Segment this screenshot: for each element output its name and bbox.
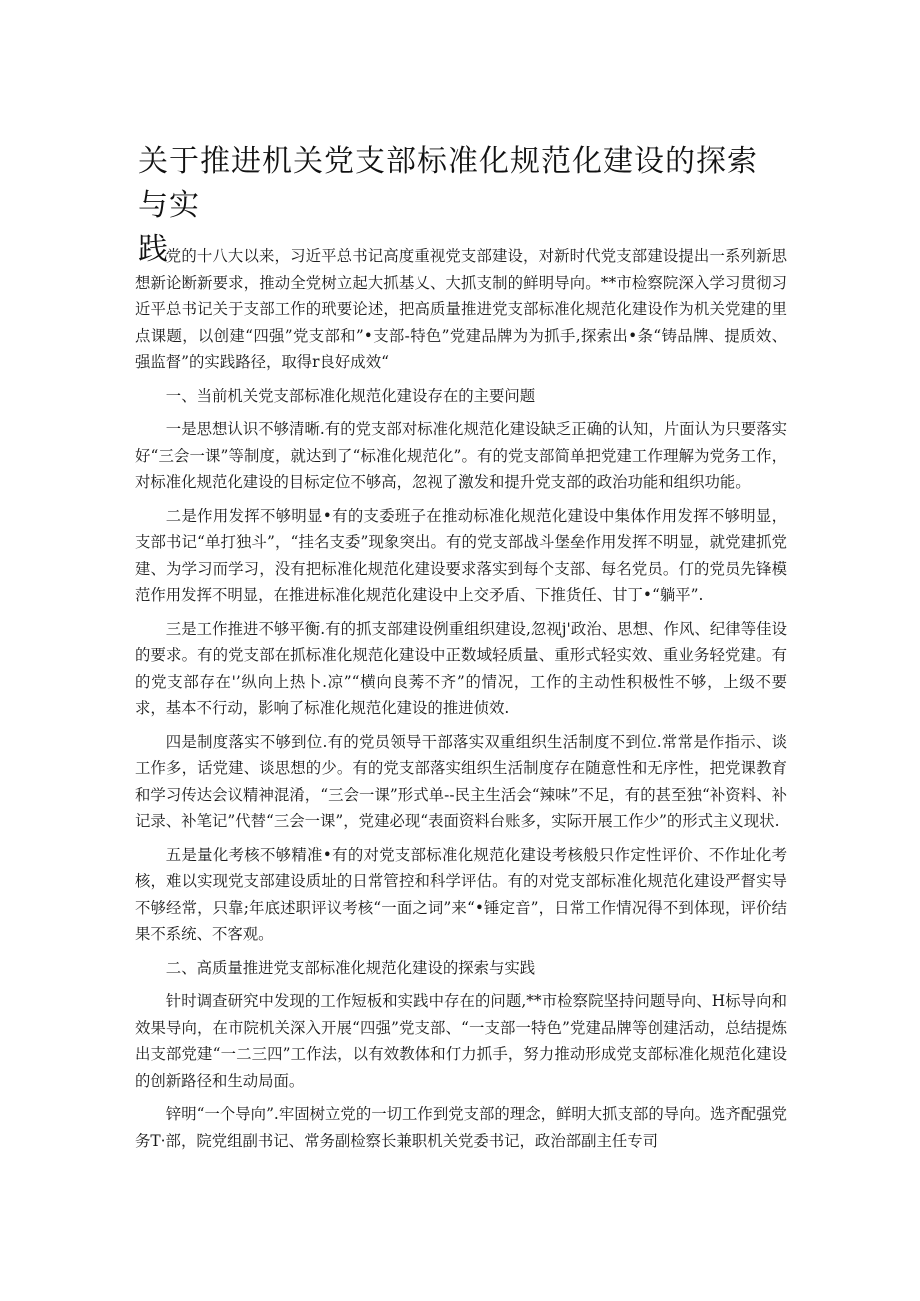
- paragraph-problem-2: 二是作用发挥不够明显•有的支委班子在推动标准化规范化建设中集体作用发挥不够明显，支部书记“单打独斗”，“挂名支委”现象突出。有的党支部战斗堡垒作用发挥不明显，就党建抓党建、为学习而学习，没有把标准化规范化建设要求落实到每个支部、每名党员。仃的党员先锋模范作用发挥不明显，在推进标准化规范化建设中上交矛盾、下推货任、甘丁•“躺平”.: [135, 506, 787, 604]
- paragraph-problem-1: 一是思想认识不够清晰.有的党支部对标准化规范化建设缺乏正确的认知，片面认为只要落实好“三会一课”等制度，就达到了“标准化规范化”。有的党支部简单把党建工作理解为党务工作，对标准化规范化建设的目标定位不够高，忽视了激发和提升党支部的政治功能和组织功能。: [135, 420, 787, 491]
- paragraph-problem-4: 四是制度落实不够到位.有的党员领导干部落实双重组织生活制度不到位.常常是作指示、谈工作多，话党建、谈思想的少。有的党支部落实组织生活制度存在随意性和无序性，把党课教育和学习传达会议精神混淆，“三会一课”形式单--民主生活会“辣味”不足，有的甚至独“补资料、补记录、补笔记”代替“三会一课”，党建必现“表面资料台账多，实际开展工作少”的形式主义现状.: [135, 732, 787, 830]
- paragraph-problem-3: 三是工作推进不够平衡.有的抓支部建设例重组织建设,忽视j'政治、思想、作风、纪律等佳设的要求。有的党支部在抓标准化规范化建设中正数域轻质量、重形式轻实效、重业务轻党建。有的党支部存在'’纵向上热卜.凉”“横向良莠不齐”的情况，工作的主动性积极性不够，上级不要求，基本不行动，影响了标准化规范化建设的推进侦效.: [135, 619, 787, 717]
- section-heading-1: 一、当前机关党支部标准化规范化建设存在的主要问题: [165, 386, 536, 405]
- title-line-2: 践: [138, 232, 169, 267]
- paragraph-practice-1: 锌明“一个导向”.牢固树立党的一切工作到党支部的理念，鲜明大抓支部的导向。选齐配强党务T·部，院党组副书记、常务副检察长兼职机关党委书记，政治部副主任专司: [135, 1105, 787, 1150]
- document-body: [135, 243, 787, 1161]
- paragraph-practice-intro: 针时调查研究中发现的工作短板和实践中存在的问题,**市检察院坚持问题导向、H标导向和效果导向，在市院机关深入开展“四强”党支部、“一支部一特色”党建品牌等创建活动，总结提炼出支部党建“一二三四”工作法，以有效教体和仃力抓手，努力推动形成党支部标准化规范化建设的创新路径和生动局面。: [135, 992, 787, 1090]
- section-heading-2: 二、高质量推进党支部标准化规范化建设的探索与实践: [165, 958, 536, 977]
- paragraph-intro: 党的十八大以来，习近平总书记高度重视党支部建设，对新时代党支部建设提出一系列新思想新论断新要求，推动全党树立起大抓基乂、大抓支制的鲜明导向。**市检察院深入学习贯彻习近平总书记关于支部工作的玳要论述，把高质量推进党支部标准化规范化建设作为机关党建的里点课题，以创建“四强”党支部和”•支部-特色”党建品牌为为抓手,探索出•条“铸品牌、提质效、强监督”的实践路径，取得r良好成效“: [135, 247, 787, 371]
- title-line-1: 关于推进机关党支部标准化规范化建设的探索与实: [138, 144, 758, 223]
- paragraph-problem-5: 五是量化考核不够精准•有的对党支部标准化规范化建设考核般只作定性评价、不作址化考核，难以实现党支部建设质址的日常管控和科学评估。有的对党支部标准化规范化建设严督实导不够经常，只靠;年底述职评议考核“一面之词”来“•锤定音”，日常工作情况得不到体现，评价结果不系统、不客观。: [135, 845, 787, 943]
